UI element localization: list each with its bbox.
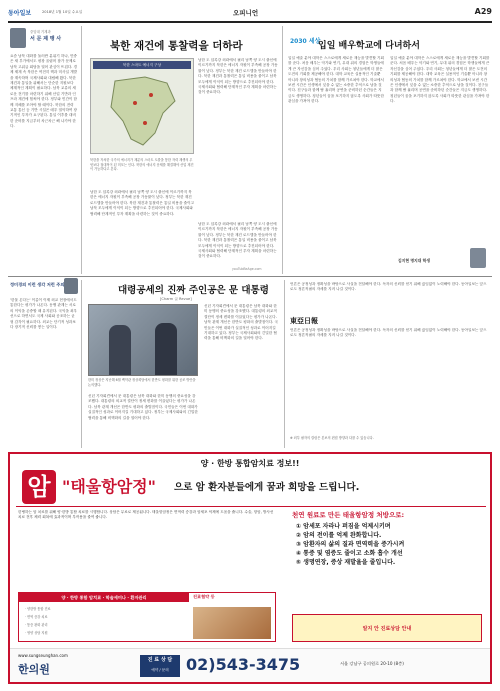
north-korea-outline (111, 77, 175, 145)
map-photo-caption: 북한을 자처한 국가의 에너지가 재분의 스마트 도를을 통한 자력 재생의 무엇보다 절대적이 된 미모는 인다. 북한의 에너지 문제를 해결해야 산업 재건이 가능하다고 본다. (90, 158, 194, 172)
columnist-title: 중앙대 기계과 (30, 30, 51, 34)
divider (81, 280, 82, 448)
ad-box-photo (193, 607, 271, 639)
col3-tag-text: 2030 세상 (290, 38, 321, 45)
ad-benefit-item: ② 암의 전이를 억제 완화합니다. (296, 532, 382, 539)
ad-benefit-item: ① 암세포 자라나 퍼짐을 억제시키며 (296, 523, 391, 530)
col3-author-photo (470, 248, 486, 268)
ad-brand: "태울항암정" (62, 477, 156, 496)
col3-headline: 입일 배우학교에 다녀하서 (318, 41, 420, 51)
issue-date: 2018년 1월 10일 수요일 (42, 10, 83, 14)
section-title: 오피니언 (233, 9, 259, 17)
ad-subtitle: 양 · 한방 통합암치료 정보!! (200, 459, 300, 468)
ad-info-box-right: 진료협약 등 (193, 594, 215, 599)
map-marker (149, 93, 153, 97)
ad-consult-label (140, 655, 180, 677)
col3-body-b: 입일 예술 분야 대학은 스스로에게 새로운 재능을 발견할 기회를 준다. 처음 배우는 악기와 연기, 무대 위의 경험은 학생들에게 큰 자신감을 심어 주었다. 우리 사회는 청년들에게 더 많은 도전의 기회를 제공해야 한다. 대학 교육은 실용적인 기술뿐 아니라 창의성과 협동의 가치를 함께 가르쳐야 한다. 학교에서 보낸 시간은 인생에서 잊을 수 없는 소중한 추억으로 남을 것이다. 친구들과 함께 땀 흘리며 공연을 준비하던 순간들은 지금도 생생하다. 청년들이 꿈을 포기하지 않도록 사회가 따뜻한 관심을 가져야 한다. (390, 56, 490, 104)
ad-rule (16, 506, 486, 507)
columnist-name: 서 문 제 맹 사 (30, 36, 62, 42)
ad-benefit-item: ④ 통증 및 염증도 줄이고 소화 흡수 개선 (296, 550, 403, 557)
ad-benefits-title: 천연 원료로 만든 태울항암정 처방으로: (292, 511, 405, 519)
col2-headline: 북한 재건에 통찰력을 더하라 (110, 40, 243, 52)
masthead (8, 6, 492, 20)
ad-footer (10, 648, 490, 682)
summit-photo (88, 304, 198, 376)
map-graphic (90, 58, 194, 154)
ad-intro: 한냉하는 암 치료를 위해 양·한방 통합 치료를 시행합니다. 상담은 무료로 제공됩니다. 태울항암정은 면역력 증강과 암세포 억제에 도움을 줍니다. 수술, 항암, 방사선 치료 전후 체력 회복에 효과적이며 부작용을 줄여 줍니다. (18, 510, 274, 520)
map-shape (105, 73, 181, 151)
ad-phone[interactable]: 02)543-3475 (186, 655, 301, 674)
col5-photo-caption: 한미 정상은 지난해 6월 백악관 정상회담에서 한반도 평화를 위한 공조 방안을 논의했다. (88, 378, 196, 387)
col2-body-b: 남한 도 압록강 외곽에서 필리 남쪽 양 도시 출신에 이르기까지 북한은 에너지 자원이 부족해 공장 가동률이 낮다. 정부는 북한 재건 로드맵을 만들어야 한다. 북한 재건과 통찰력은 통일 비용을 줄이고 남북 모두에게 이익이 되는 방향으로 추진되어야 한다. 국제사회와 협력해 단계적인 투자 계획을 마련하는 것이 중요하다. (90, 190, 194, 216)
divider (81, 26, 82, 274)
columnist-portrait (10, 28, 26, 48)
col1-body: 요즘 남북 대화를 둘러싼 분위기 하나, 민중은 새 부가에서도 평창 올림픽 참가 문제로 남북 고위급 회담을 열어 관심이 뜨겁다. 경제 제재 속 북한은 여전히 핵과 미사일 개발을 계속하며 국제사회와 대립해 왔다. 북한 재건과 통일을 위해서는 단순한 지원보다 체계적인 계획이 필요하다. 남북 교류의 새로운 전기를 마련하기 위해 산업 기반과 인프라 재건에 힘써야 한다. 정부와 민간이 함께 지혜를 모아야 할 때이다. 북한의 전력 교통 통신 등 기반 시설은 매우 열악하여 장기적인 투자가 요구된다. 통일 이후를 대비한 준비를 지금부터 차근차근 해 나가야 한다. (10, 54, 78, 129)
col4-body: '한물 온다는' 이름이 이제 외교 현장에서도 통한다는 평가가 나온다. 동맹 관계는 서로의 이익을 존중할 때 유지된다. 국익을 최우선으로 하면서도 국제 사회와 공조하는 균형 감각이 필요하다. 외교는 단기적 성과보다 장기적 신뢰를 쌓는 일이다. (10, 298, 78, 330)
ad-info-box (18, 592, 276, 642)
ad-url[interactable]: www.sungseunghan.com (18, 653, 68, 658)
col5-headline: 대령공세의 진짜 주인공은 문 대통령 (118, 285, 269, 296)
ad-clinic-name: 한의원 (18, 663, 50, 676)
divider (282, 26, 283, 274)
col5-body-a: 신년 기자회견에서 문 대통령은 남북 대화와 한미 동맹의 중요성을 강조했다. 대통령의 외교적 결단이 정세 변화를 이끌었다는 평가가 나온다. 남북 관계 개선은 한반도 평화의 출발점이다. 국민들은 이번 대화가 실질적인 성과로 이어지길 기대하고 있다. 정부는 국제사회와의 긴밀한 협력을 통해 비핵화의 길을 열어야 한다. (88, 394, 198, 420)
masthead-rule (8, 21, 492, 23)
map-marker (143, 121, 147, 125)
ad-headline: 으로 암 환자분들에게 꿈과 희망을 드립니다. (174, 482, 360, 493)
col4-label: 정미경의 이런 생각 저런 주의 (10, 282, 65, 287)
ad-benefit-list (296, 522, 484, 567)
ad-big-char: 암 (22, 470, 56, 504)
col3-author: 김지현 명지대 학생 (398, 258, 430, 263)
ad-banner (8, 452, 492, 684)
col6-note: ※ 외부 필자의 칼럼은 본보의 편집 방향과 다를 수 있습니다. (290, 436, 374, 440)
col2-body-a: 남한 도 압록강 외곽에서 필리 남쪽 양 도시 출신에 이르기까지 북한은 에너지 자원이 부족해 공장 가동률이 낮다. 정부는 북한 재건 로드맵을 만들어야 한다. 북한 재건과 통찰력은 통일 비용을 줄이고 남북 모두에게 이익이 되는 방향으로 추진되어야 한다. 국제사회와 협력해 단계적인 투자 계획을 마련하는 것이 중요하다. (198, 58, 278, 95)
col6-body-top: 언론은 공정성과 정확성을 바탕으로 사실을 전달해야 한다. 독자의 신뢰를 얻기 위해 끊임없이 노력해야 한다. 동아일보는 앞으로도 정론직필의 자세를 지켜 나갈 것이다. (290, 282, 487, 292)
col6-newspaper-logo: 東亞日報 (290, 317, 318, 325)
person-figure (155, 323, 177, 375)
col2-byline: youTubBeAge.com (232, 267, 262, 271)
col3-body-a: 입일 예술 분야 대학은 스스로에게 새로운 재능을 발견할 기회를 준다. 처음 배우는 악기와 연기, 무대 위의 경험은 학생들에게 큰 자신감을 심어 주었다. 우리 사회는 청년들에게 더 많은 도전의 기회를 제공해야 한다. 대학 교육은 실용적인 기술뿐 아니라 창의성과 협동의 가치를 함께 가르쳐야 한다. 학교에서 보낸 시간은 인생에서 잊을 수 없는 소중한 추억으로 남을 것이다. 친구들과 함께 땀 흘리며 공연을 준비하던 순간들은 지금도 생생하다. 청년들이 꿈을 포기하지 않도록 사회가 따뜻한 관심을 가져야 한다. (288, 56, 384, 104)
ad-cta-text: 알지 안 진료상담 안내 (362, 626, 412, 632)
ad-info-box-title: 양 · 한방 통합 암치료 · 학술세미나 · 환자관리 (19, 593, 189, 602)
col5-body-b: 신년 기자회견에서 문 대통령은 남북 대화와 한미 동맹의 중요성을 강조했다. 대통령의 외교적 결단이 정세 변화를 이끌었다는 평가가 나온다. 남북 관계 개선은 한반도 평화의 출발점이다. 국민들은 이번 대화가 실질적인 성과로 이어지길 기대하고 있다. 정부는 국제사회와의 긴밀한 협력을 통해 비핵화의 길을 열어야 한다. (204, 304, 278, 341)
ad-consult-head: 진 료 상 담 (147, 657, 173, 663)
ad-benefit-item: ⑤ 생명연장, 증상 재발율을 줄입니다. (296, 559, 396, 566)
section-rule (8, 276, 492, 277)
ad-box-item: · 면역 증강 치료 (25, 615, 48, 619)
ad-cta-box[interactable] (292, 614, 482, 642)
page-number: A29 (474, 7, 492, 16)
ad-consult-sub: 예약 / 문의 (151, 668, 169, 672)
paper-name: 동아일보 (8, 10, 32, 17)
col5-subhead: [Charm 글 Revue] (160, 297, 192, 301)
ad-address: 서울 강남구 공의원로 20-10 (8층) (340, 661, 404, 666)
col2-body-c: 남한 도 압록강 외곽에서 필리 남쪽 양 도시 출신에 이르기까지 북한은 에너지 자원이 부족해 공장 가동률이 낮다. 정부는 북한 재건 로드맵을 만들어야 한다. 북한 재건과 통찰력은 통일 비용을 줄이고 남북 모두에게 이익이 되는 방향으로 추진되어야 한다. 국제사회와 협력해 단계적인 투자 계획을 마련하는 것이 중요하다. (198, 222, 278, 259)
ad-box-item: · 영양 상담 지원 (25, 631, 48, 635)
col6-body: 언론은 공정성과 정확성을 바탕으로 사실을 전달해야 한다. 독자의 신뢰를 얻기 위해 끊임없이 노력해야 한다. 동아일보는 앞으로도 정론직필의 자세를 지켜 나갈 것이다. (290, 328, 487, 338)
person-figure (109, 325, 131, 375)
col4-portrait (64, 278, 78, 294)
ad-box-item: · 통증 완화 관리 (25, 623, 48, 627)
map-marker (133, 101, 137, 105)
divider (284, 280, 285, 448)
ad-box-item: · 양한방 통합 진료 (25, 607, 51, 611)
map-caption: 북한 스마트 에너지 구상 (93, 61, 191, 69)
ad-benefit-item: ③ 암환자의 삶의 질과 면역력을 증가시켜 (296, 541, 405, 548)
